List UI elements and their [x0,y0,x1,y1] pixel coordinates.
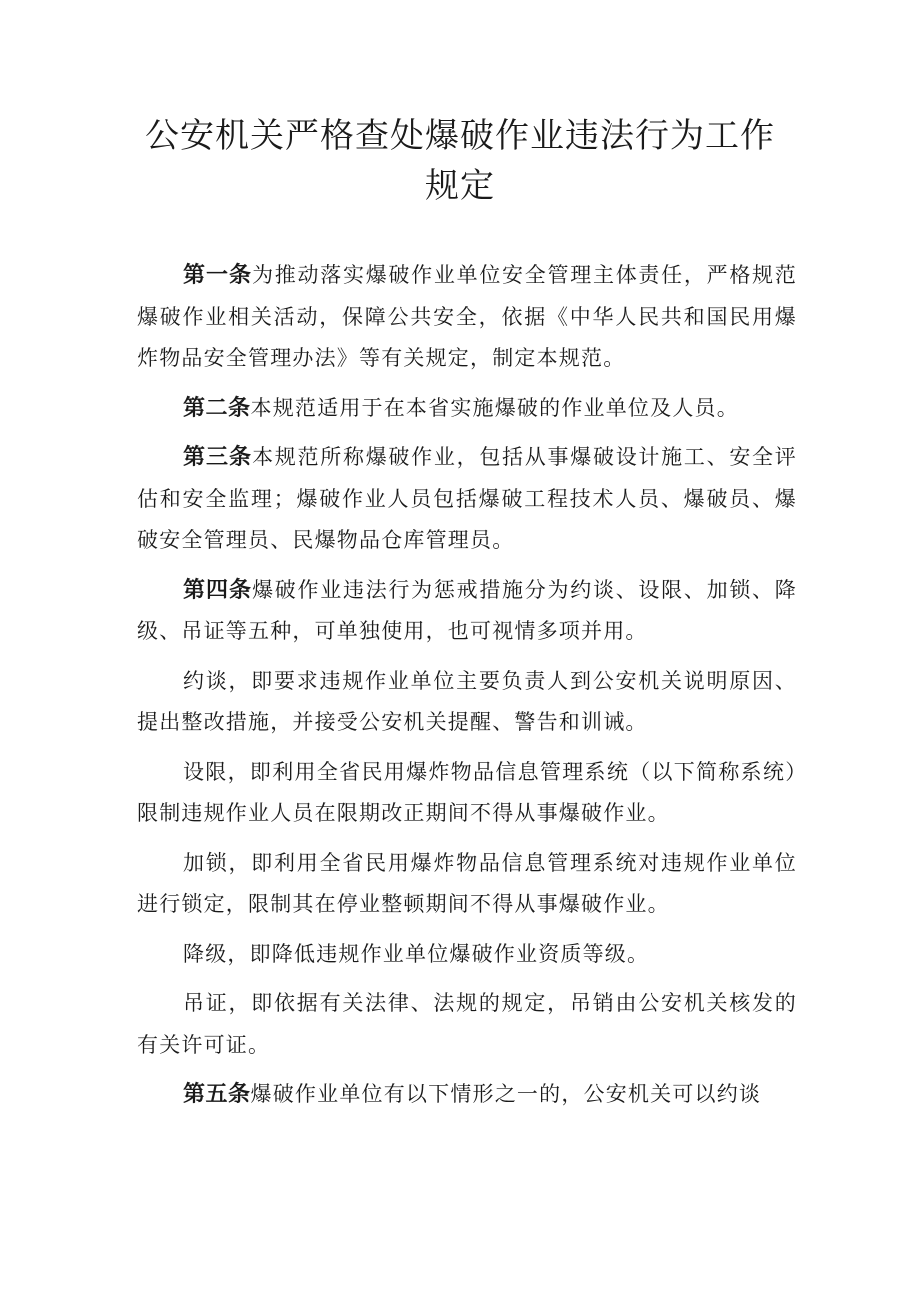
article-text: 爆破作业单位有以下情形之一的，公安机关可以约谈 [250,1082,762,1106]
article-text: 为推动落实爆破作业单位安全管理主体责任，严格规范爆破作业相关活动，保障公共安全，依据《中华人民共和国民用爆炸物品安全管理办法》等有关规定，制定本规范。 [137,263,797,370]
article-label: 第二条 [183,395,251,421]
article-label: 第三条 [183,445,253,470]
measure-interview [137,661,797,744]
article-3 [137,437,797,562]
article-text: 本规范所称爆破作业，包括从事爆破设计施工、安全评估和安全监理；爆破作业人员包括爆破工程技术人员、爆破员、爆破安全管理员、民爆物品仓库管理员。 [137,445,797,552]
article-5 [137,1074,797,1116]
paragraph-text: 约谈，即要求违规作业单位主要负责人到公安机关说明原因、提出整改措施，并接受公安机关提醒、警告和训诫。 [137,668,797,734]
paragraph-text: 加锁，即利用全省民用爆炸物品信息管理系统对违规作业单位进行锁定，限制其在停业整顿期间不得从事爆破作业。 [137,850,797,916]
document-body [137,255,797,1116]
article-1 [137,255,797,380]
paragraph-text: 降级，即降低违规作业单位爆破作业资质等级。 [183,941,650,966]
measure-revoke [137,983,797,1066]
paragraph-text: 吊证，即依据有关法律、法规的规定，吊销由公安机关核发的有关许可证。 [137,991,797,1057]
measure-restriction [137,752,797,835]
paragraph-text: 设限，即利用全省民用爆炸物品信息管理系统（以下简称系统）限制违规作业人员在限期改正期间不得从事爆破作业。 [137,759,797,825]
article-2 [137,388,797,430]
measure-lock [137,843,797,926]
document-title-line-1: 公安机关严格查处爆破作业违法行为工作 [145,116,775,156]
document-title-line-2: 规定 [425,166,495,206]
article-label: 第四条 [183,577,253,603]
article-text: 本规范适用于在本省实施爆破的作业单位及人员。 [250,395,739,420]
article-4 [137,570,797,653]
article-label: 第一条 [183,263,253,288]
article-label: 第五条 [183,1082,251,1107]
measure-downgrade [137,934,797,976]
article-text: 爆破作业违法行为惩戒措施分为约谈、设限、加锁、降级、吊证等五种，可单独使用，也可视情多项并用。 [137,577,797,643]
